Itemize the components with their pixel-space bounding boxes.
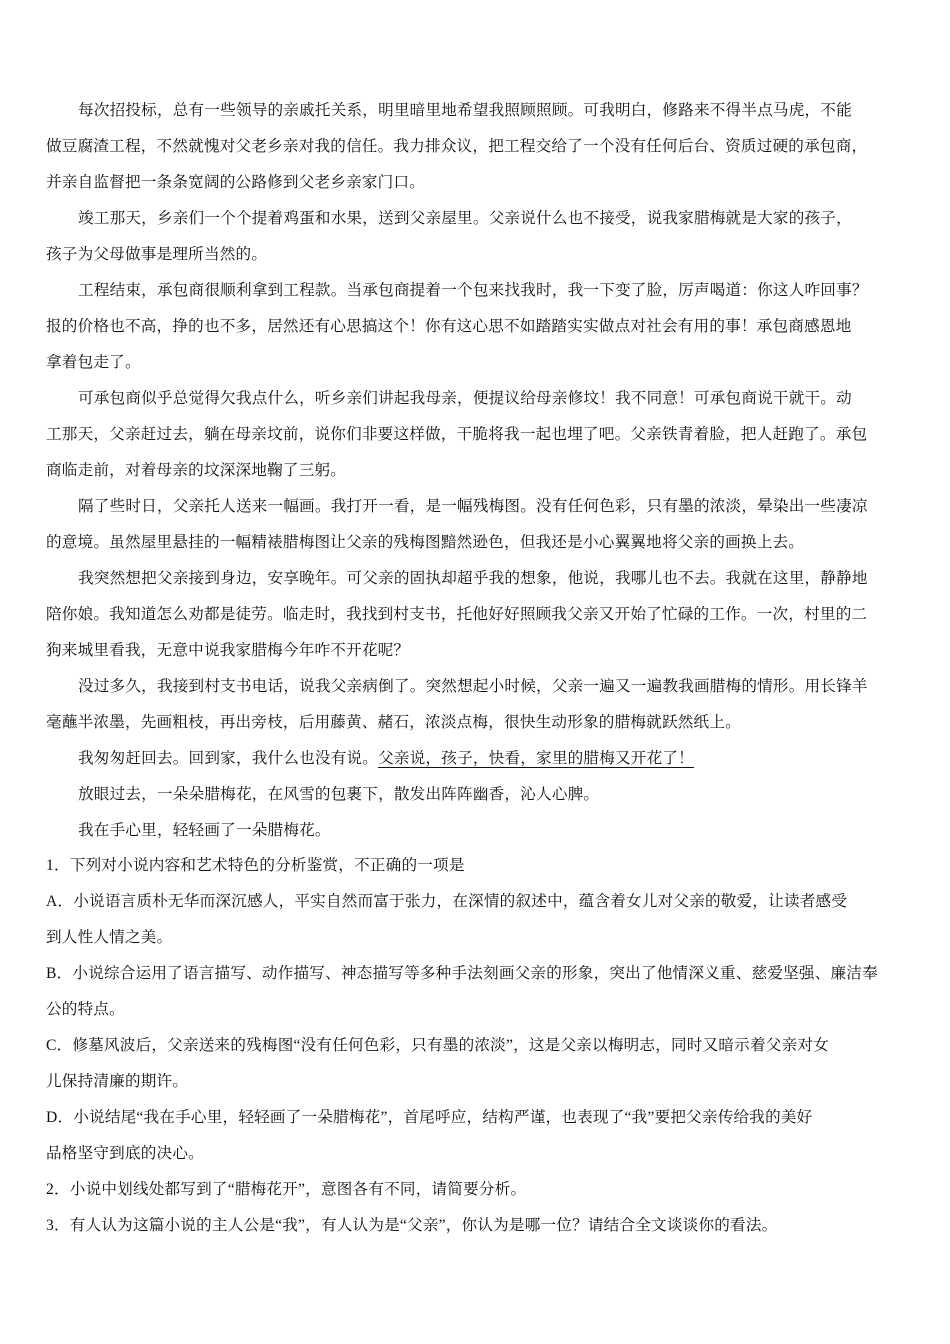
question-1: 1．下列对小说内容和艺术特色的分析鉴赏，不正确的一项是 [46, 857, 465, 874]
question-3: 3．有人认为这篇小说的主人公是“我”，有人认为是“父亲”，你认为是哪一位？请结合全文谈谈你的看法。 [46, 1217, 778, 1234]
question-2: 2．小说中划线处都写到了“腊梅花开”，意图各有不同，请简要分析。 [46, 1181, 527, 1198]
story-p7-line-2: 毫蘸半浓墨，先画粗枝，再出旁枝，后用藤黄、赭石，浓淡点梅，很快生动形象的腊梅就跃然纸上。 [46, 713, 741, 731]
story-p2-line-2: 孩子为父母做事是理所当然的。 [46, 245, 268, 263]
story-p10: 我在手心里，轻轻画了一朵腊梅花。 [78, 821, 331, 839]
story-p3-line-2: 报的价格也不高，挣的也不多，居然还有心思搞这个！你有这心思不如踏踏实实做点对社会有用的事！承包商感恩地 [46, 317, 852, 335]
option-a-line-1: A．小说语言质朴无华而深沉感人，平实自然而富于张力，在深情的叙述中，蕴含着女儿对父亲的敬爱，让读者感受 [46, 893, 848, 910]
story-p9: 放眼过去，一朵朵腊梅花，在风雪的包裹下，散发出阵阵幽香，沁人心脾。 [78, 785, 600, 803]
story-p3-line-1: 工程结束，承包商很顺利拿到工程款。当承包商提着一个包来找我时，我一下变了脸，厉声喝道：你这人咋回事？ [78, 281, 868, 299]
option-a-line-2: 到人性人情之美。 [46, 929, 173, 946]
story-p4-line-3: 商临走前，对着母亲的坟深深地鞠了三躬。 [46, 461, 347, 479]
story-p6-line-1: 我突然想把父亲接到身边，安享晚年。可父亲的固执却超乎我的想象，他说，我哪儿也不去。我就在这里，静静地 [78, 569, 868, 587]
option-c-line-2: 儿保持清廉的期许。 [46, 1073, 189, 1090]
option-c-line-1: C．修墓风波后，父亲送来的残梅图“没有任何色彩，只有墨的浓淡”，这是父亲以梅明志，同时又暗示着父亲对女 [46, 1037, 829, 1054]
story-p5-line-2: 的意境。虽然屋里悬挂的一幅精裱腊梅图让父亲的残梅图黯然逊色，但我还是小心翼翼地将父亲的画换上去。 [46, 533, 805, 551]
story-p3-line-3: 拿着包走了。 [46, 353, 141, 371]
story-p4-line-1: 可承包商似乎总觉得欠我点什么，听乡亲们讲起我母亲，便提议给母亲修坟！我不同意！可承包商说干就干。动 [78, 389, 852, 407]
option-d-line-2: 品格坚守到底的决心。 [46, 1145, 204, 1162]
option-b-line-2: 公的特点。 [46, 1001, 125, 1018]
story-p8-plain: 我匆匆赶回去。回到家，我什么也没有说。 [78, 749, 379, 767]
story-p5-line-1: 隔了些时日，父亲托人送来一幅画。我打开一看，是一幅残梅图。没有任何色彩，只有墨的浓淡，晕染出一些凄凉 [78, 497, 868, 515]
story-p1-line-3: 并亲自监督把一条条宽阔的公路修到父老乡亲家门口。 [46, 173, 426, 191]
underlined-sentence: 父亲说，孩子，快看，家里的腊梅又开花了！ [378, 749, 694, 767]
option-b-line-1: B．小说综合运用了语言描写、动作描写、神态描写等多种手法刻画父亲的形象，突出了他情深义重、慈爱坚强、廉洁奉 [46, 965, 878, 982]
option-d-line-1: D．小说结尾“我在手心里，轻轻画了一朵腊梅花”，首尾呼应，结构严谨，也表现了“我”要把父亲传给我的美好 [46, 1109, 813, 1126]
story-p7-line-1: 没过多久，我接到村支书电话，说我父亲病倒了。突然想起小时候，父亲一遍又一遍教我画腊梅的情形。用长锋羊 [78, 677, 868, 695]
story-p8-line [78, 740, 694, 776]
story-p1-line-1: 每次招投标，总有一些领导的亲戚托关系，明里暗里地希望我照顾照顾。可我明白，修路来不得半点马虎，不能 [78, 101, 852, 119]
story-p4-line-2: 工那天，父亲赶过去，躺在母亲坟前，说你们非要这样做，干脆将我一起也埋了吧。父亲铁青着脸，把人赶跑了。承包 [46, 425, 868, 443]
story-p1-line-2: 做豆腐渣工程，不然就愧对父老乡亲对我的信任。我力排众议，把工程交给了一个没有任何后台、资质过硬的承包商， [46, 137, 868, 155]
story-p6-line-2: 陪你娘。我知道怎么劝都是徒劳。临走时，我找到村支书，托他好好照顾我父亲又开始了忙碌的工作。一次，村里的二 [46, 605, 868, 623]
story-p6-line-3: 狗来城里看我，无意中说我家腊梅今年咋不开花呢？ [46, 641, 410, 659]
story-p2-line-1: 竣工那天，乡亲们一个个提着鸡蛋和水果，送到父亲屋里。父亲说什么也不接受，说我家腊梅就是大家的孩子， [78, 209, 852, 227]
